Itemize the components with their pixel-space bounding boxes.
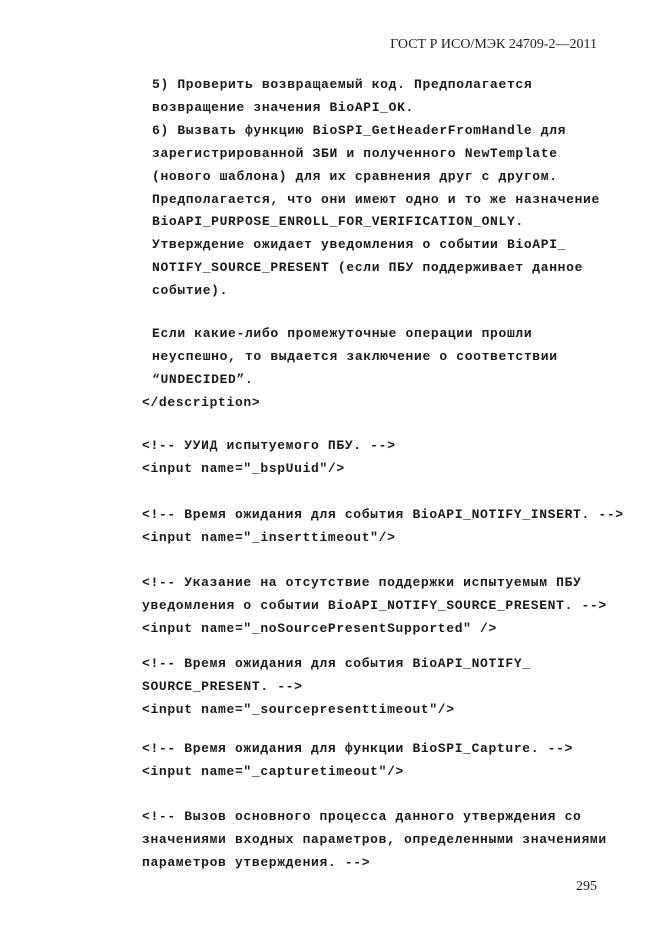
text-line: 5) Проверить возвращаемый код. Предполагается [152, 77, 533, 92]
code-line: <input name="_capturetimeout"/> [142, 764, 404, 779]
code-comment: <!-- Вызов основного процесса данного утверждения со [142, 809, 582, 824]
code-comment: <!-- Указание на отсутствие поддержки испытуемым ПБУ [142, 575, 582, 590]
text-line: BioAPI_PURPOSE_ENROLL_FOR_VERIFICATION_ONLY. [152, 214, 524, 229]
code-comment: <!-- Время ожидания для события BioAPI_NOTIFY_ [142, 656, 531, 671]
code-line: <input name="_sourcepresenttimeout"/> [142, 702, 455, 717]
code-comment: уведомления о событии BioAPI_NOTIFY_SOURCE_PRESENT. --> [142, 598, 607, 613]
code-comment: <!-- УУИД испытуемого ПБУ. --> [142, 438, 396, 453]
code-comment: значениями входных параметров, определенными значениями [142, 832, 607, 847]
code-comment: <!-- Время ожидания для функции BioSPI_Capture. --> [142, 741, 574, 756]
code-comment: <!-- Время ожидания для события BioAPI_NOTIFY_INSERT. --> [142, 507, 624, 522]
page-number: 295 [576, 879, 597, 894]
code-line: <input name="_inserttimeout"/> [142, 530, 396, 545]
code-comment: SOURCE_PRESENT. --> [142, 679, 303, 694]
text-line: (нового шаблона) для их сравнения друг с другом. [152, 169, 558, 184]
text-line: 6) Вызвать функцию BioSPI_GetHeaderFromHandle для [152, 123, 567, 138]
text-line: неуспешно, то выдается заключение о соответствии [152, 349, 558, 364]
text-line: “UNDECIDED”. [152, 372, 254, 387]
text-line: NOTIFY_SOURCE_PRESENT (если ПБУ поддерживает данное [152, 260, 584, 275]
document-header: ГОСТ Р ИСО/МЭК 24709-2—2011 [390, 37, 597, 52]
text-line: зарегистрированной ЗБИ и полученного NewTemplate [152, 146, 558, 161]
code-line: <input name="_bspUuid"/> [142, 461, 345, 476]
text-line: возвращение значения BioAPI_OK. [152, 100, 414, 115]
text-line: Утверждение ожидает уведомления о событии BioAPI_ [152, 237, 567, 252]
code-line: </description> [142, 395, 261, 410]
code-comment: параметров утверждения. --> [142, 855, 371, 870]
text-line: Предполагается, что они имеют одно и то же назначение [152, 192, 600, 207]
text-line: Если какие-либо промежуточные операции прошли [152, 326, 533, 341]
code-line: <input name="_noSourcePresentSupported" /> [142, 621, 497, 636]
text-line: событие). [152, 283, 229, 298]
